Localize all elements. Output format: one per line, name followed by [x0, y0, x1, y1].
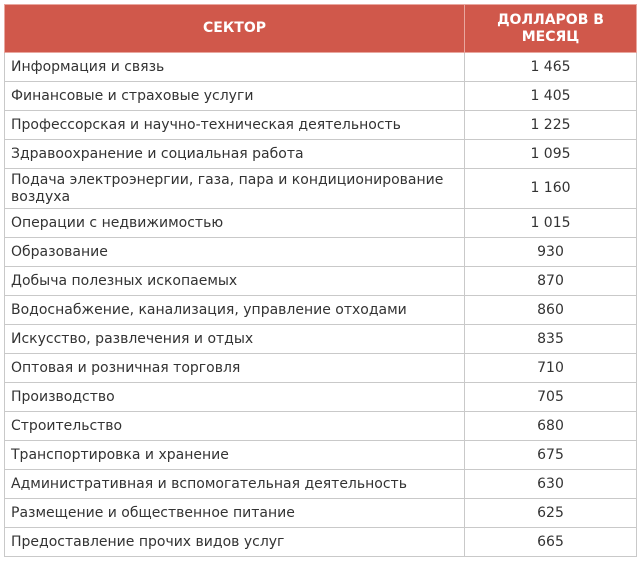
- table-row: [5, 209, 637, 238]
- value-cell: 1 225: [465, 111, 637, 140]
- sector-cell: Искусство, развлечения и отдых: [5, 325, 465, 354]
- value-cell: 930: [465, 238, 637, 267]
- table-row: [5, 238, 637, 267]
- sector-cell: Размещение и общественное питание: [5, 499, 465, 528]
- value-cell: 835: [465, 325, 637, 354]
- table-row: [5, 383, 637, 412]
- value-cell: 1 405: [465, 82, 637, 111]
- sector-cell: Информация и связь: [5, 53, 465, 82]
- header-sector: СЕКТОР: [5, 5, 465, 53]
- value-cell: 665: [465, 528, 637, 557]
- table-row: [5, 354, 637, 383]
- value-cell: 860: [465, 296, 637, 325]
- table-row: [5, 528, 637, 557]
- sector-cell: Административная и вспомогательная деятельность: [5, 470, 465, 499]
- table-row: [5, 267, 637, 296]
- sector-cell: Профессорская и научно-техническая деятельность: [5, 111, 465, 140]
- value-cell: 675: [465, 441, 637, 470]
- value-cell: 1 160: [465, 169, 637, 209]
- table-row: [5, 441, 637, 470]
- value-cell: 680: [465, 412, 637, 441]
- sector-cell: Финансовые и страховые услуги: [5, 82, 465, 111]
- sector-cell: Добыча полезных ископаемых: [5, 267, 465, 296]
- table-row: [5, 169, 637, 209]
- value-cell: 625: [465, 499, 637, 528]
- table-row: [5, 470, 637, 499]
- value-cell: 1 095: [465, 140, 637, 169]
- table-row: [5, 82, 637, 111]
- table-row: [5, 296, 637, 325]
- sector-cell: Операции с недвижимостью: [5, 209, 465, 238]
- sector-cell: Производство: [5, 383, 465, 412]
- table-row: [5, 111, 637, 140]
- table-row: [5, 499, 637, 528]
- value-cell: 1 465: [465, 53, 637, 82]
- sector-cell: Предоставление прочих видов услуг: [5, 528, 465, 557]
- sector-cell: Подача электроэнергии, газа, пара и кондиционирование воздуха: [5, 169, 465, 209]
- value-cell: 1 015: [465, 209, 637, 238]
- table-row: [5, 53, 637, 82]
- sector-cell: Водоснабжение, канализация, управление отходами: [5, 296, 465, 325]
- value-cell: 870: [465, 267, 637, 296]
- salary-table-container: [4, 4, 636, 557]
- value-cell: 710: [465, 354, 637, 383]
- value-cell: 705: [465, 383, 637, 412]
- sector-cell: Транспортировка и хранение: [5, 441, 465, 470]
- sector-cell: Оптовая и розничная торговля: [5, 354, 465, 383]
- table-row: [5, 325, 637, 354]
- table-row: [5, 140, 637, 169]
- value-cell: 630: [465, 470, 637, 499]
- sector-cell: Образование: [5, 238, 465, 267]
- table-header-row: [5, 5, 637, 53]
- sector-cell: Здравоохранение и социальная работа: [5, 140, 465, 169]
- header-dollars-per-month: ДОЛЛАРОВ В МЕСЯЦ: [465, 5, 637, 53]
- salary-table: [4, 4, 637, 557]
- table-row: [5, 412, 637, 441]
- sector-cell: Строительство: [5, 412, 465, 441]
